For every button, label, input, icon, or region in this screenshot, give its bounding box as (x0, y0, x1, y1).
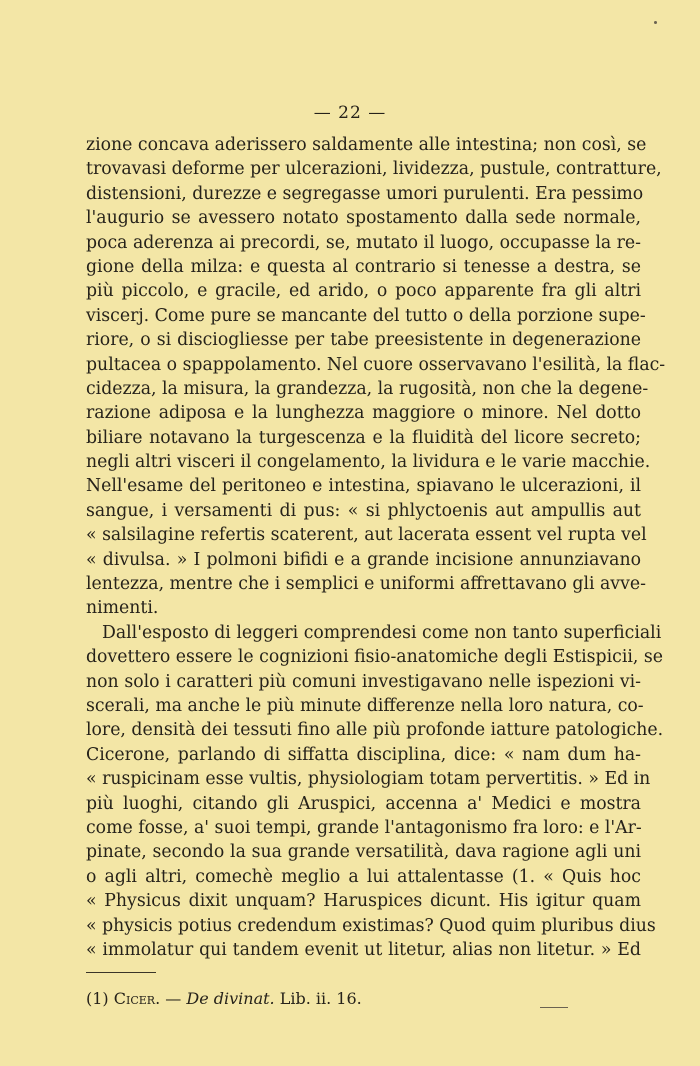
text-line: non solo i caratteri più comuni investigavano nelle ispezioni vi- (86, 671, 641, 692)
text-line: biliare notavano la turgescenza e la fluidità del licore secreto; (86, 427, 641, 448)
text-line: pultacea o spappolamento. Nel cuore osservavano l'esilità, la flac- (86, 354, 666, 375)
text-line: zione concava aderissero saldamente alle intestina; non così, se (86, 135, 647, 155)
speck-mark (654, 21, 657, 24)
text-line: sangue, i versamenti di pus: « si phlyctoenis aut ampullis aut (86, 500, 641, 521)
footnote-author: Cicer. (113, 989, 161, 1008)
page-number: — 22 — (313, 103, 387, 123)
text-line: gione della milza: e questa al contrario si tenesse a destra, se (86, 256, 641, 277)
text-line: cidezza, la misura, la grandezza, la rugosità, non che la degene- (86, 378, 649, 399)
footnote-rule (86, 972, 156, 973)
text-line: Dall'esposto di leggeri comprendesi come non tanto superficiali (102, 622, 662, 643)
footnote (86, 988, 362, 1010)
text-line: razione adiposa e la lunghezza maggiore o minore. Nel dotto (86, 403, 641, 424)
text-line: « physicis potius credendum existimas? Quod quim pluribus dius (86, 915, 656, 936)
text-line: nimenti. (86, 598, 159, 619)
text-line: Cicerone, parlando di siffatta disciplina, dice: « nam dum ha- (86, 744, 641, 765)
footnote-dash: — (165, 989, 182, 1008)
text-line: « divulsa. » I polmoni bifidi e a grande incisione annunziavano (86, 549, 641, 570)
text-line: lore, densità dei tessuti fino alle più profonde iatture patologiche. (86, 720, 664, 741)
text-line: « Physicus dixit unquam? Haruspices dicunt. His igitur quam (86, 891, 641, 912)
text-line: pinate, secondo la sua grande versatilità, dava ragione agli uni (86, 842, 641, 863)
body-text (86, 133, 666, 962)
text-line: riore, o si disciogliesse per tabe preesistente in degenerazione (86, 330, 641, 351)
footnote-ref: Lib. ii. 16. (279, 989, 362, 1008)
text-line: l'augurio se avessero notato spostamento dalla sede normale, (86, 208, 641, 229)
text-line: lentezza, mentre che i semplici e uniformi affrettavano gli avve- (86, 574, 646, 595)
text-line: trovavasi deforme per ulcerazioni, lividezza, pustule, contratture, (86, 159, 662, 180)
text-line: scerali, ma anche le più minute differenze nella loro natura, co- (86, 695, 644, 716)
text-line: dovettero essere le cognizioni fisio-anatomiche degli Estispicii, se (86, 647, 663, 668)
corner-mark (540, 1007, 568, 1008)
text-line: poca aderenza ai precordi, se, mutato il luogo, occupasse la re- (86, 232, 641, 253)
text-line: « ruspicinam esse vultis, physiologiam totam pervertitis. » Ed in (86, 769, 651, 790)
text-line: « salsilagine refertis scaterent, aut lacerata essent vel rupta vel (86, 525, 647, 546)
text-line: distensioni, durezze e segregasse umori purulenti. Era pessimo (86, 183, 644, 204)
text-line: Nell'esame del peritoneo e intestina, spiavano le ulcerazioni, il (86, 476, 641, 497)
footnote-work: De divinat. (186, 989, 275, 1008)
text-line: più luoghi, citando gli Aruspici, accenna a' Medici e mostra (86, 793, 641, 814)
text-line: viscerj. Come pure se mancante del tutto o della porzione supe- (86, 305, 646, 326)
text-line: più piccolo, e gracile, ed arido, o poco apparente fra gli altri (86, 281, 641, 302)
text-line: « immolatur qui tandem evenit ut litetur, alias non litetur. » Ed (86, 939, 641, 960)
text-line: negli altri visceri il congelamento, la lividura e le varie macchie. (86, 452, 651, 473)
text-line: come fosse, a' suoi tempi, grande l'antagonismo fra loro: e l'Ar- (86, 817, 642, 838)
footnote-marker: (1) (86, 989, 109, 1008)
text-line: o agli altri, comechè meglio a lui attalentasse (1. « Quis hoc (86, 866, 641, 887)
